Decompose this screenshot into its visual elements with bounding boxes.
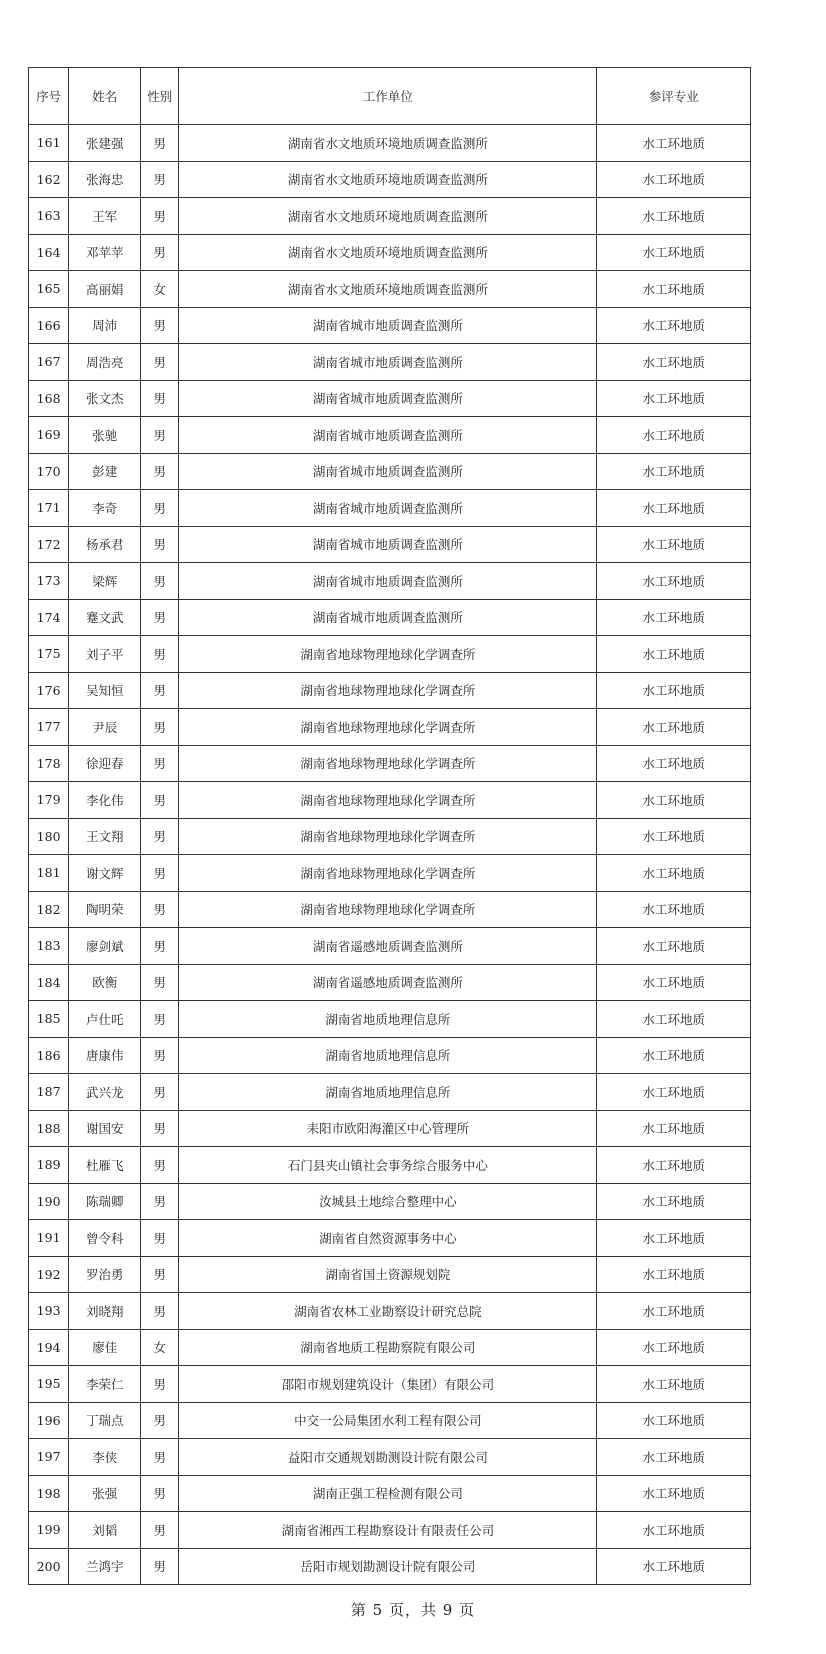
cell-index: 181 — [29, 855, 69, 892]
table-body — [29, 125, 751, 1585]
cell-gender: 男 — [141, 1037, 179, 1074]
cell-index: 185 — [29, 1001, 69, 1038]
cell-index: 195 — [29, 1366, 69, 1403]
cell-workplace: 湖南省地球物理地球化学调查所 — [179, 636, 597, 673]
cell-name: 廖佳 — [69, 1329, 141, 1366]
cell-specialty: 水工环地质 — [597, 1256, 751, 1293]
cell-specialty: 水工环地质 — [597, 672, 751, 709]
table-row — [29, 855, 751, 892]
cell-gender: 男 — [141, 1147, 179, 1184]
column-header-gender: 性别 — [141, 68, 179, 125]
cell-workplace: 湖南省水文地质环境地质调查监测所 — [179, 198, 597, 235]
cell-gender: 男 — [141, 1512, 179, 1549]
table-row — [29, 271, 751, 308]
cell-index: 165 — [29, 271, 69, 308]
cell-name: 罗治勇 — [69, 1256, 141, 1293]
cell-gender: 男 — [141, 855, 179, 892]
cell-gender: 男 — [141, 782, 179, 819]
cell-workplace: 湖南省自然资源事务中心 — [179, 1220, 597, 1257]
cell-index: 169 — [29, 417, 69, 454]
cell-name: 张海忠 — [69, 161, 141, 198]
table-row — [29, 526, 751, 563]
cell-workplace: 湖南省地球物理地球化学调查所 — [179, 782, 597, 819]
cell-workplace: 湖南省地质地理信息所 — [179, 1074, 597, 1111]
cell-name: 李化伟 — [69, 782, 141, 819]
cell-name: 丁瑞点 — [69, 1402, 141, 1439]
cell-workplace: 湖南省农林工业勘察设计研究总院 — [179, 1293, 597, 1330]
cell-specialty: 水工环地质 — [597, 453, 751, 490]
cell-specialty: 水工环地质 — [597, 1074, 751, 1111]
cell-specialty: 水工环地质 — [597, 1183, 751, 1220]
cell-workplace: 耒阳市欧阳海灌区中心管理所 — [179, 1110, 597, 1147]
cell-gender: 男 — [141, 198, 179, 235]
table-row — [29, 1548, 751, 1585]
table-row — [29, 1037, 751, 1074]
cell-gender: 男 — [141, 490, 179, 527]
cell-workplace: 湖南省城市地质调查监测所 — [179, 599, 597, 636]
cell-name: 李荣仁 — [69, 1366, 141, 1403]
cell-workplace: 湖南省城市地质调查监测所 — [179, 417, 597, 454]
cell-workplace: 湖南省遥感地质调查监测所 — [179, 964, 597, 1001]
cell-index: 168 — [29, 380, 69, 417]
cell-specialty: 水工环地质 — [597, 964, 751, 1001]
column-header-index: 序号 — [29, 68, 69, 125]
cell-name: 张强 — [69, 1475, 141, 1512]
cell-workplace: 岳阳市规划勘测设计院有限公司 — [179, 1548, 597, 1585]
cell-index: 196 — [29, 1402, 69, 1439]
cell-gender: 男 — [141, 1548, 179, 1585]
cell-gender: 男 — [141, 417, 179, 454]
cell-gender: 男 — [141, 1183, 179, 1220]
cell-name: 邓苹苹 — [69, 234, 141, 271]
cell-name: 杜雁飞 — [69, 1147, 141, 1184]
cell-gender: 男 — [141, 234, 179, 271]
cell-specialty: 水工环地质 — [597, 636, 751, 673]
cell-index: 162 — [29, 161, 69, 198]
cell-workplace: 湖南省地球物理地球化学调查所 — [179, 891, 597, 928]
cell-gender: 男 — [141, 672, 179, 709]
cell-specialty: 水工环地质 — [597, 745, 751, 782]
table-row — [29, 782, 751, 819]
cell-gender: 男 — [141, 344, 179, 381]
cell-gender: 男 — [141, 125, 179, 162]
cell-specialty: 水工环地质 — [597, 417, 751, 454]
cell-index: 167 — [29, 344, 69, 381]
cell-index: 194 — [29, 1329, 69, 1366]
cell-index: 175 — [29, 636, 69, 673]
table-row — [29, 818, 751, 855]
cell-index: 188 — [29, 1110, 69, 1147]
table-row — [29, 745, 751, 782]
cell-workplace: 湖南省城市地质调查监测所 — [179, 380, 597, 417]
cell-workplace: 湖南省城市地质调查监测所 — [179, 307, 597, 344]
table-row — [29, 1183, 751, 1220]
cell-index: 180 — [29, 818, 69, 855]
cell-gender: 男 — [141, 818, 179, 855]
cell-gender: 男 — [141, 1402, 179, 1439]
cell-workplace: 湖南省地球物理地球化学调查所 — [179, 855, 597, 892]
table-row — [29, 125, 751, 162]
cell-name: 刘子平 — [69, 636, 141, 673]
cell-index: 172 — [29, 526, 69, 563]
cell-index: 182 — [29, 891, 69, 928]
table-row — [29, 1366, 751, 1403]
cell-name: 刘晓翔 — [69, 1293, 141, 1330]
table-row — [29, 1293, 751, 1330]
table-row — [29, 344, 751, 381]
table-row — [29, 891, 751, 928]
cell-workplace: 湖南省地球物理地球化学调查所 — [179, 745, 597, 782]
cell-workplace: 中交一公局集团水利工程有限公司 — [179, 1402, 597, 1439]
cell-gender: 女 — [141, 271, 179, 308]
cell-name: 刘韬 — [69, 1512, 141, 1549]
cell-gender: 男 — [141, 964, 179, 1001]
cell-specialty: 水工环地质 — [597, 1293, 751, 1330]
cell-gender: 男 — [141, 526, 179, 563]
cell-name: 李侠 — [69, 1439, 141, 1476]
cell-workplace: 湖南省国土资源规划院 — [179, 1256, 597, 1293]
cell-gender: 男 — [141, 1439, 179, 1476]
cell-specialty: 水工环地质 — [597, 928, 751, 965]
cell-specialty: 水工环地质 — [597, 307, 751, 344]
cell-specialty: 水工环地质 — [597, 599, 751, 636]
cell-gender: 男 — [141, 563, 179, 600]
table-row — [29, 599, 751, 636]
cell-name: 蹇文武 — [69, 599, 141, 636]
table-row — [29, 1512, 751, 1549]
cell-gender: 男 — [141, 1110, 179, 1147]
cell-index: 187 — [29, 1074, 69, 1111]
cell-workplace: 湖南省水文地质环境地质调查监测所 — [179, 234, 597, 271]
cell-gender: 男 — [141, 599, 179, 636]
cell-name: 王文翔 — [69, 818, 141, 855]
cell-workplace: 湖南省水文地质环境地质调查监测所 — [179, 271, 597, 308]
cell-index: 190 — [29, 1183, 69, 1220]
cell-workplace: 石门县夹山镇社会事务综合服务中心 — [179, 1147, 597, 1184]
cell-name: 高丽娟 — [69, 271, 141, 308]
table-row — [29, 1220, 751, 1257]
cell-specialty: 水工环地质 — [597, 782, 751, 819]
cell-specialty: 水工环地质 — [597, 380, 751, 417]
cell-specialty: 水工环地质 — [597, 161, 751, 198]
cell-specialty: 水工环地质 — [597, 1439, 751, 1476]
table-row — [29, 563, 751, 600]
table-row — [29, 1439, 751, 1476]
table-header-row — [29, 68, 751, 125]
cell-specialty: 水工环地质 — [597, 818, 751, 855]
table-row — [29, 1074, 751, 1111]
cell-index: 183 — [29, 928, 69, 965]
cell-index: 163 — [29, 198, 69, 235]
cell-specialty: 水工环地质 — [597, 1329, 751, 1366]
cell-gender: 男 — [141, 891, 179, 928]
cell-gender: 男 — [141, 928, 179, 965]
table-row — [29, 672, 751, 709]
table-row — [29, 417, 751, 454]
cell-gender: 男 — [141, 1220, 179, 1257]
cell-gender: 男 — [141, 161, 179, 198]
cell-specialty: 水工环地质 — [597, 1366, 751, 1403]
cell-specialty: 水工环地质 — [597, 563, 751, 600]
cell-specialty: 水工环地质 — [597, 234, 751, 271]
cell-workplace: 湖南省遥感地质调查监测所 — [179, 928, 597, 965]
cell-specialty: 水工环地质 — [597, 709, 751, 746]
column-header-specialty: 参评专业 — [597, 68, 751, 125]
cell-name: 彭建 — [69, 453, 141, 490]
cell-index: 189 — [29, 1147, 69, 1184]
cell-name: 周浩亮 — [69, 344, 141, 381]
cell-specialty: 水工环地质 — [597, 198, 751, 235]
cell-specialty: 水工环地质 — [597, 1220, 751, 1257]
cell-name: 武兴龙 — [69, 1074, 141, 1111]
cell-name: 兰鸿宇 — [69, 1548, 141, 1585]
cell-index: 178 — [29, 745, 69, 782]
cell-gender: 男 — [141, 1001, 179, 1038]
cell-workplace: 湖南省城市地质调查监测所 — [179, 526, 597, 563]
cell-index: 199 — [29, 1512, 69, 1549]
table-row — [29, 1110, 751, 1147]
cell-workplace: 湖南省城市地质调查监测所 — [179, 453, 597, 490]
cell-workplace: 湖南省地球物理地球化学调查所 — [179, 818, 597, 855]
cell-index: 176 — [29, 672, 69, 709]
cell-specialty: 水工环地质 — [597, 891, 751, 928]
cell-gender: 男 — [141, 636, 179, 673]
cell-name: 廖剑斌 — [69, 928, 141, 965]
cell-specialty: 水工环地质 — [597, 1037, 751, 1074]
cell-index: 166 — [29, 307, 69, 344]
table-row — [29, 928, 751, 965]
cell-workplace: 湖南省城市地质调查监测所 — [179, 344, 597, 381]
cell-name: 尹辰 — [69, 709, 141, 746]
cell-index: 171 — [29, 490, 69, 527]
cell-specialty: 水工环地质 — [597, 271, 751, 308]
cell-workplace: 湖南省城市地质调查监测所 — [179, 563, 597, 600]
cell-name: 吴知恒 — [69, 672, 141, 709]
cell-name: 杨承君 — [69, 526, 141, 563]
table-row — [29, 1147, 751, 1184]
cell-gender: 男 — [141, 307, 179, 344]
cell-specialty: 水工环地质 — [597, 1402, 751, 1439]
cell-name: 张建强 — [69, 125, 141, 162]
cell-specialty: 水工环地质 — [597, 344, 751, 381]
cell-workplace: 湖南省地质地理信息所 — [179, 1001, 597, 1038]
cell-name: 王军 — [69, 198, 141, 235]
table-row — [29, 1001, 751, 1038]
table-row — [29, 1402, 751, 1439]
table-row — [29, 490, 751, 527]
page-footer: 第 5 页，共 9 页 — [350, 1601, 476, 1619]
cell-gender: 男 — [141, 1256, 179, 1293]
cell-index: 192 — [29, 1256, 69, 1293]
cell-index: 197 — [29, 1439, 69, 1476]
cell-index: 200 — [29, 1548, 69, 1585]
column-header-workplace: 工作单位 — [179, 68, 597, 125]
cell-name: 徐迎春 — [69, 745, 141, 782]
cell-gender: 男 — [141, 453, 179, 490]
cell-index: 161 — [29, 125, 69, 162]
cell-specialty: 水工环地质 — [597, 1512, 751, 1549]
table-row — [29, 380, 751, 417]
cell-workplace: 湖南省地质工程勘察院有限公司 — [179, 1329, 597, 1366]
table-row — [29, 234, 751, 271]
column-header-name: 姓名 — [69, 68, 141, 125]
table-row — [29, 307, 751, 344]
cell-gender: 男 — [141, 380, 179, 417]
cell-specialty: 水工环地质 — [597, 855, 751, 892]
cell-index: 173 — [29, 563, 69, 600]
cell-name: 卢仕吒 — [69, 1001, 141, 1038]
table-row — [29, 161, 751, 198]
cell-name: 梁辉 — [69, 563, 141, 600]
cell-specialty: 水工环地质 — [597, 526, 751, 563]
cell-name: 张文杰 — [69, 380, 141, 417]
cell-index: 177 — [29, 709, 69, 746]
cell-workplace: 湖南省地球物理地球化学调查所 — [179, 709, 597, 746]
cell-name: 陶明荣 — [69, 891, 141, 928]
cell-workplace: 益阳市交通规划勘测设计院有限公司 — [179, 1439, 597, 1476]
cell-index: 179 — [29, 782, 69, 819]
cell-index: 184 — [29, 964, 69, 1001]
cell-name: 张驰 — [69, 417, 141, 454]
cell-index: 174 — [29, 599, 69, 636]
cell-name: 曾令科 — [69, 1220, 141, 1257]
table-row — [29, 636, 751, 673]
cell-gender: 男 — [141, 1293, 179, 1330]
cell-name: 陈瑞卿 — [69, 1183, 141, 1220]
cell-specialty: 水工环地质 — [597, 1110, 751, 1147]
cell-index: 186 — [29, 1037, 69, 1074]
table-row — [29, 1256, 751, 1293]
cell-workplace: 湖南省湘西工程勘察设计有限责任公司 — [179, 1512, 597, 1549]
cell-workplace: 邵阳市规划建筑设计（集团）有限公司 — [179, 1366, 597, 1403]
cell-workplace: 汝城县土地综合整理中心 — [179, 1183, 597, 1220]
cell-gender: 男 — [141, 1475, 179, 1512]
roster-table — [28, 67, 751, 1585]
cell-workplace: 湖南省地质地理信息所 — [179, 1037, 597, 1074]
table-row — [29, 198, 751, 235]
cell-index: 193 — [29, 1293, 69, 1330]
cell-specialty: 水工环地质 — [597, 125, 751, 162]
cell-specialty: 水工环地质 — [597, 490, 751, 527]
cell-workplace: 湖南省地球物理地球化学调查所 — [179, 672, 597, 709]
cell-index: 164 — [29, 234, 69, 271]
table-row — [29, 453, 751, 490]
cell-name: 李奇 — [69, 490, 141, 527]
table-row — [29, 709, 751, 746]
cell-name: 谢文辉 — [69, 855, 141, 892]
cell-name: 谢国安 — [69, 1110, 141, 1147]
cell-index: 191 — [29, 1220, 69, 1257]
table-row — [29, 1329, 751, 1366]
cell-specialty: 水工环地质 — [597, 1001, 751, 1038]
cell-workplace: 湖南正强工程检测有限公司 — [179, 1475, 597, 1512]
cell-gender: 男 — [141, 709, 179, 746]
cell-gender: 男 — [141, 1366, 179, 1403]
cell-name: 唐康伟 — [69, 1037, 141, 1074]
cell-workplace: 湖南省水文地质环境地质调查监测所 — [179, 125, 597, 162]
cell-gender: 男 — [141, 745, 179, 782]
cell-gender: 男 — [141, 1074, 179, 1111]
cell-index: 170 — [29, 453, 69, 490]
cell-workplace: 湖南省水文地质环境地质调查监测所 — [179, 161, 597, 198]
cell-index: 198 — [29, 1475, 69, 1512]
cell-specialty: 水工环地质 — [597, 1147, 751, 1184]
cell-name: 欧衡 — [69, 964, 141, 1001]
cell-name: 周沛 — [69, 307, 141, 344]
cell-specialty: 水工环地质 — [597, 1548, 751, 1585]
cell-gender: 女 — [141, 1329, 179, 1366]
table-row — [29, 964, 751, 1001]
cell-specialty: 水工环地质 — [597, 1475, 751, 1512]
table-row — [29, 1475, 751, 1512]
cell-workplace: 湖南省城市地质调查监测所 — [179, 490, 597, 527]
